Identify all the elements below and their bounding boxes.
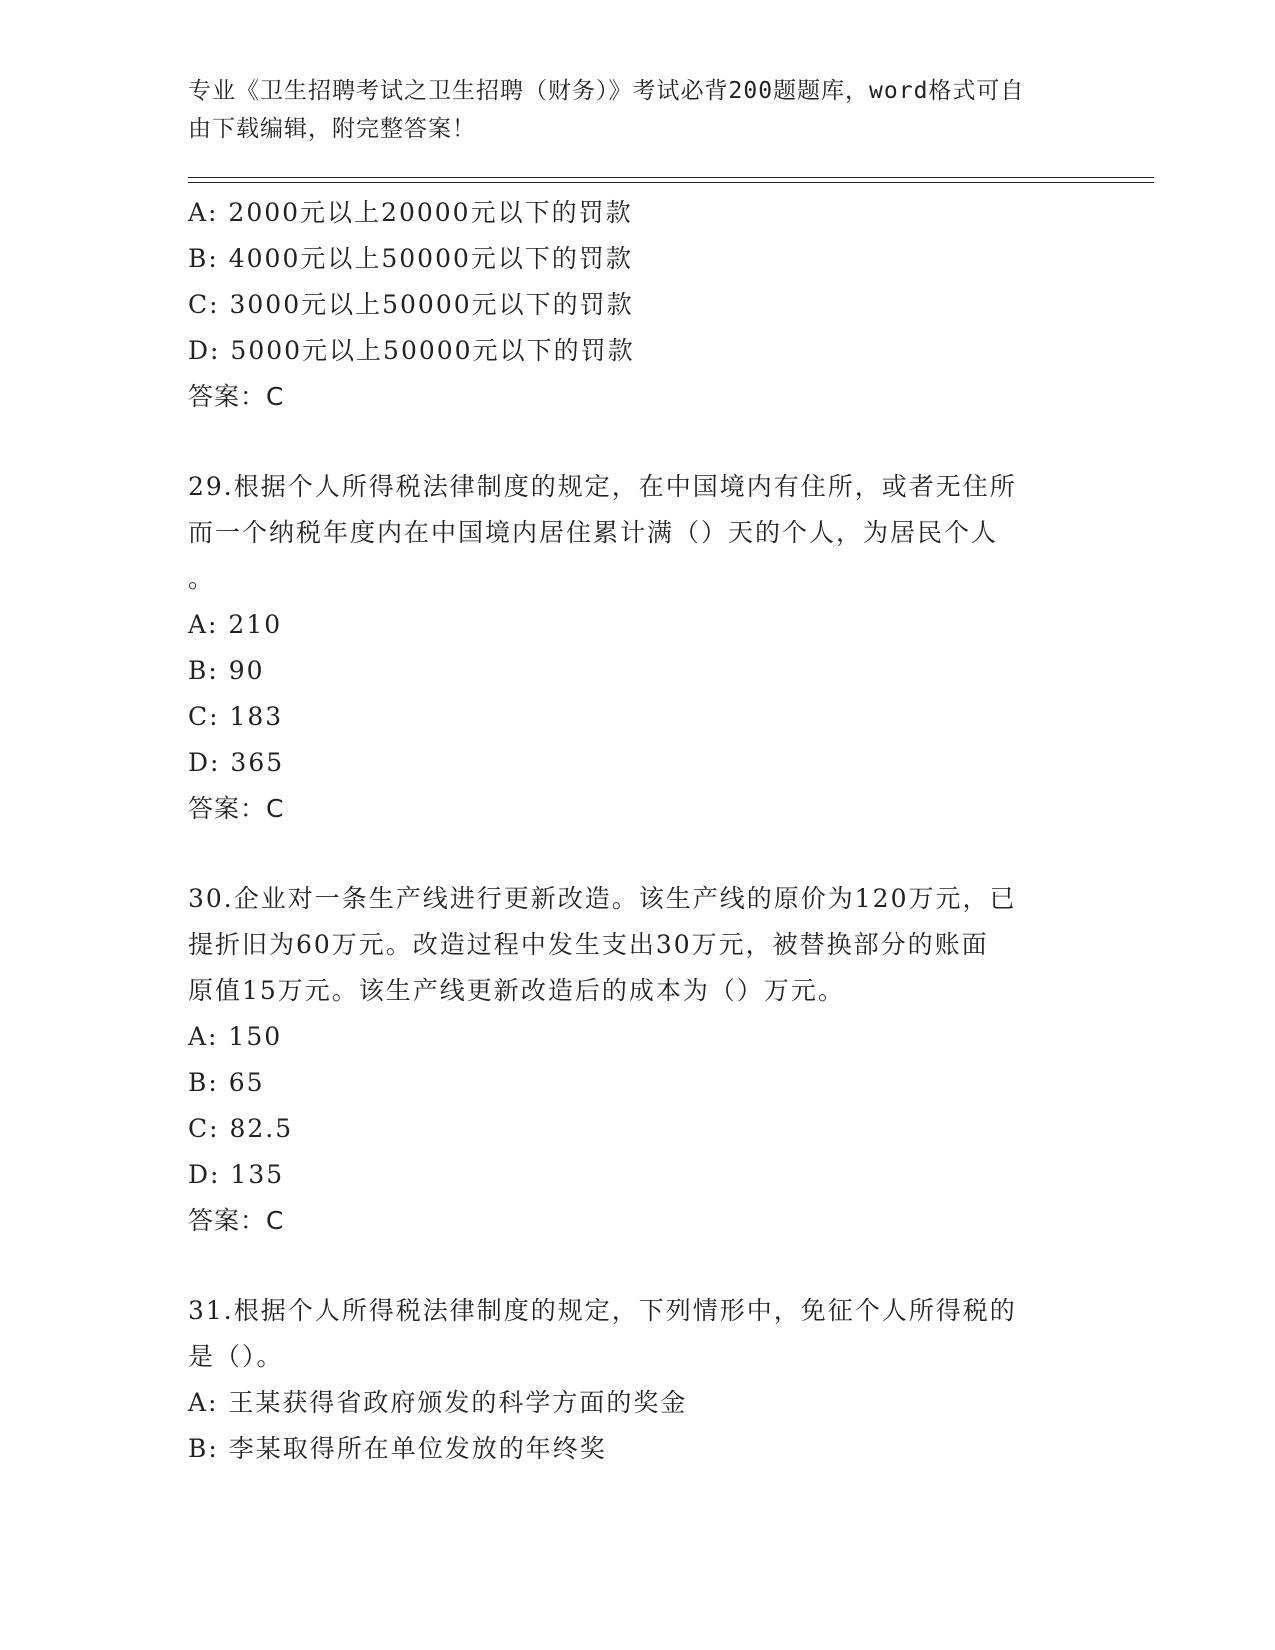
option-a: A: 150	[188, 1022, 283, 1051]
option-c: C: 82.5	[188, 1114, 294, 1143]
question-30	[188, 876, 1088, 1244]
document-header	[188, 72, 1068, 148]
question-text-line: 30.企业对一条生产线进行更新改造。该生产线的原价为120万元，已	[188, 884, 1017, 913]
question-28-tail	[188, 190, 1088, 420]
answer-line: 答案：C	[188, 382, 285, 411]
spacer	[188, 1244, 1088, 1288]
question-text-line: 31.根据个人所得税法律制度的规定，下列情形中，免征个人所得税的	[188, 1296, 1017, 1325]
option-a: A: 2000元以上20000元以下的罚款	[188, 198, 633, 227]
option-a: A: 王某获得省政府颁发的科学方面的奖金	[188, 1388, 688, 1417]
spacer	[188, 420, 1088, 464]
question-list	[188, 190, 1088, 1472]
header-line-2: 由下载编辑，附完整答案！	[188, 116, 476, 142]
option-b: B: 90	[188, 656, 265, 685]
option-c: C: 3000元以上50000元以下的罚款	[188, 290, 634, 319]
spacer	[188, 832, 1088, 876]
question-29	[188, 464, 1088, 832]
header-divider-top	[188, 177, 1154, 178]
question-text-line: 原值15万元。该生产线更新改造后的成本为（）万元。	[188, 976, 845, 1005]
option-a: A: 210	[188, 610, 283, 639]
option-c: C: 183	[188, 702, 284, 731]
question-text	[188, 1288, 1068, 1380]
option-d: D: 5000元以上50000元以下的罚款	[188, 336, 635, 365]
question-text-line: 是（）。	[188, 1342, 284, 1371]
question-text-line: 。	[188, 564, 216, 593]
answer-line: 答案：C	[188, 794, 285, 823]
question-31	[188, 1288, 1088, 1472]
option-d: D: 135	[188, 1160, 285, 1189]
header-divider-bottom	[188, 182, 1154, 183]
answer-line: 答案：C	[188, 1206, 285, 1235]
question-text	[188, 876, 1068, 1014]
question-text-line: 提折旧为60万元。改造过程中发生支出30万元，被替换部分的账面	[188, 930, 989, 959]
option-b: B: 李某取得所在单位发放的年终奖	[188, 1434, 607, 1463]
header-line-1: 专业《卫生招聘考试之卫生招聘（财务）》考试必背200题题库，word格式可自	[188, 78, 1025, 104]
question-text-line: 29.根据个人所得税法律制度的规定，在中国境内有住所，或者无住所	[188, 472, 1017, 501]
question-text	[188, 464, 1068, 602]
option-d: D: 365	[188, 748, 285, 777]
option-b: B: 65	[188, 1068, 265, 1097]
question-text-line: 而一个纳税年度内在中国境内居住累计满（）天的个人，为居民个人	[188, 518, 999, 547]
option-b: B: 4000元以上50000元以下的罚款	[188, 244, 633, 273]
